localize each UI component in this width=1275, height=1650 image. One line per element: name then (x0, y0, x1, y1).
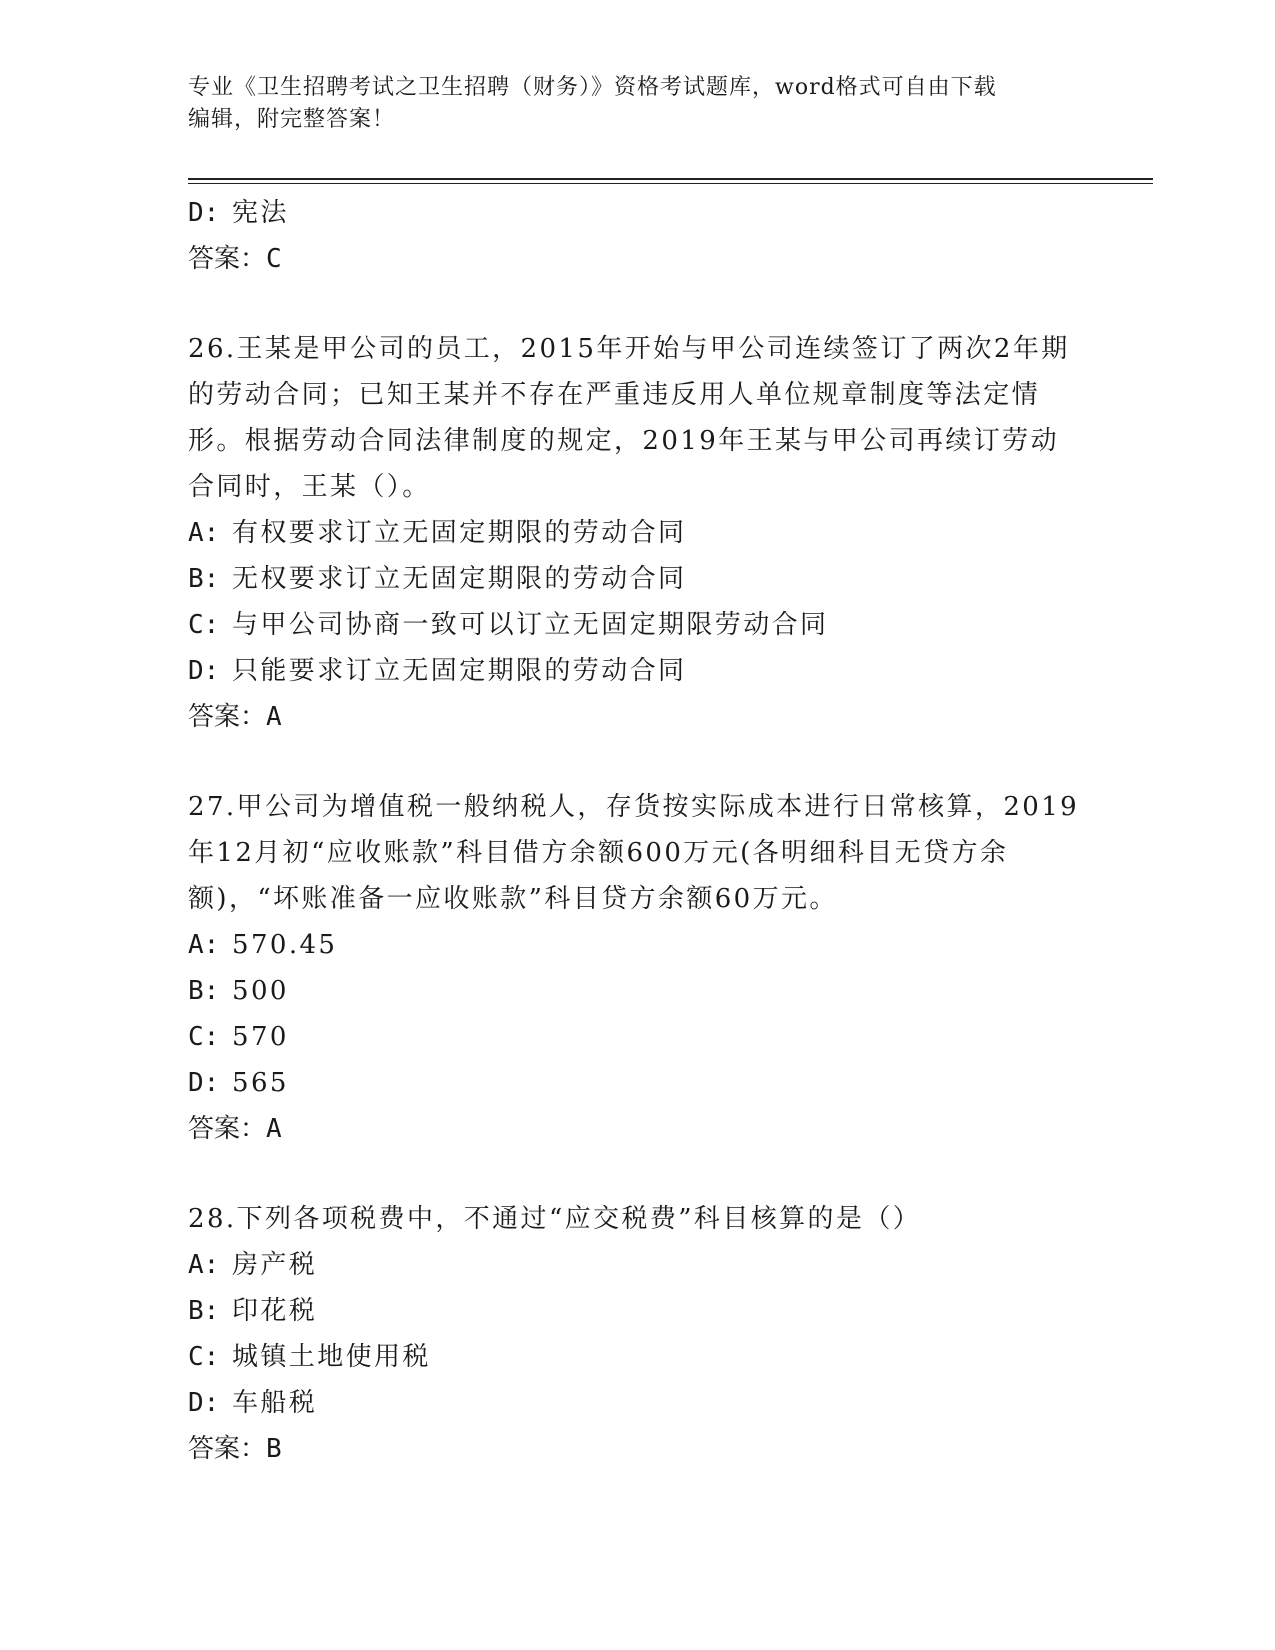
option-text: 车船税 (232, 1388, 318, 1418)
stem-line: 额)，“坏账准备一应收账款”科目贷方余额60万元。 (188, 884, 838, 914)
q27-option-d (188, 1060, 1088, 1106)
header-divider-thick (188, 178, 1153, 180)
q28-option-d (188, 1380, 1088, 1426)
option-text: 570.45 (232, 930, 338, 960)
q28-option-c (188, 1334, 1088, 1380)
option-text: 与甲公司协商一致可以订立无固定期限劳动合同 (232, 610, 829, 640)
q26-option-b (188, 556, 1088, 602)
answer-value: B (266, 1434, 282, 1464)
option-text: 只能要求订立无固定期限的劳动合同 (232, 656, 687, 686)
option-letter: D: (188, 1068, 220, 1098)
option-text: 570 (232, 1022, 289, 1052)
option-text: 有权要求订立无固定期限的劳动合同 (232, 518, 687, 548)
answer-label: 答案： (188, 1114, 267, 1144)
answer-label: 答案： (188, 244, 267, 274)
option-letter: C: (188, 610, 220, 640)
q27-option-b (188, 968, 1088, 1014)
option-text: 房产税 (232, 1250, 318, 1280)
option-letter: C: (188, 1022, 220, 1052)
stem-line: 28.下列各项税费中，不通过“应交税费”科目核算的是（） (188, 1204, 922, 1234)
stem-line: 27.甲公司为增值税一般纳税人，存货按实际成本进行日常核算，2019 (188, 792, 1080, 822)
q28-option-a (188, 1242, 1088, 1288)
header-divider-thin (188, 183, 1153, 184)
document-body (188, 190, 1088, 1472)
header-line-1: 专业《卫生招聘考试之卫生招聘（财务）》资格考试题库，word格式可自由下载 (188, 75, 997, 100)
answer-label: 答案： (188, 1434, 267, 1464)
answer-value: C (266, 244, 282, 274)
option-text: 印花税 (232, 1296, 318, 1326)
option-text: 宪法 (232, 198, 289, 228)
q27-option-c (188, 1014, 1088, 1060)
option-text: 无权要求订立无固定期限的劳动合同 (232, 564, 687, 594)
option-letter: A: (188, 518, 220, 548)
q27-option-a (188, 922, 1088, 968)
option-letter: B: (188, 1296, 220, 1326)
document-header (188, 72, 1088, 136)
q28-stem (188, 1196, 1088, 1242)
option-text: 500 (232, 976, 289, 1006)
q27-stem (188, 784, 1088, 922)
prev-option-d (188, 190, 1088, 236)
option-text: 565 (232, 1068, 289, 1098)
option-letter: B: (188, 564, 220, 594)
option-letter: A: (188, 930, 220, 960)
q26-stem (188, 326, 1088, 510)
q26-option-a (188, 510, 1088, 556)
option-letter: D: (188, 1388, 220, 1418)
option-letter: B: (188, 976, 220, 1006)
stem-line: 年12月初“应收账款”科目借方余额600万元(各明细科目无贷方余 (188, 838, 1009, 868)
answer-label: 答案： (188, 702, 267, 732)
q26-option-c (188, 602, 1088, 648)
option-letter: D: (188, 198, 220, 228)
stem-line: 26.王某是甲公司的员工，2015年开始与甲公司连续签订了两次2年期 (188, 334, 1070, 364)
q27-answer (188, 1106, 1088, 1152)
prev-answer (188, 236, 1088, 282)
answer-value: A (266, 702, 282, 732)
option-letter: A: (188, 1250, 220, 1280)
option-text: 城镇土地使用税 (232, 1342, 431, 1372)
q28-option-b (188, 1288, 1088, 1334)
stem-line: 的劳动合同；已知王某并不存在严重违反用人单位规章制度等法定情 (188, 380, 1041, 410)
stem-line: 形。根据劳动合同法律制度的规定，2019年王某与甲公司再续订劳动 (188, 426, 1059, 456)
header-line-2: 编辑，附完整答案！ (188, 107, 396, 132)
q26-answer (188, 694, 1088, 740)
option-letter: D: (188, 656, 220, 686)
option-letter: C: (188, 1342, 220, 1372)
stem-line: 合同时，王某（）。 (188, 472, 431, 502)
q26-option-d (188, 648, 1088, 694)
answer-value: A (266, 1114, 282, 1144)
q28-answer (188, 1426, 1088, 1472)
